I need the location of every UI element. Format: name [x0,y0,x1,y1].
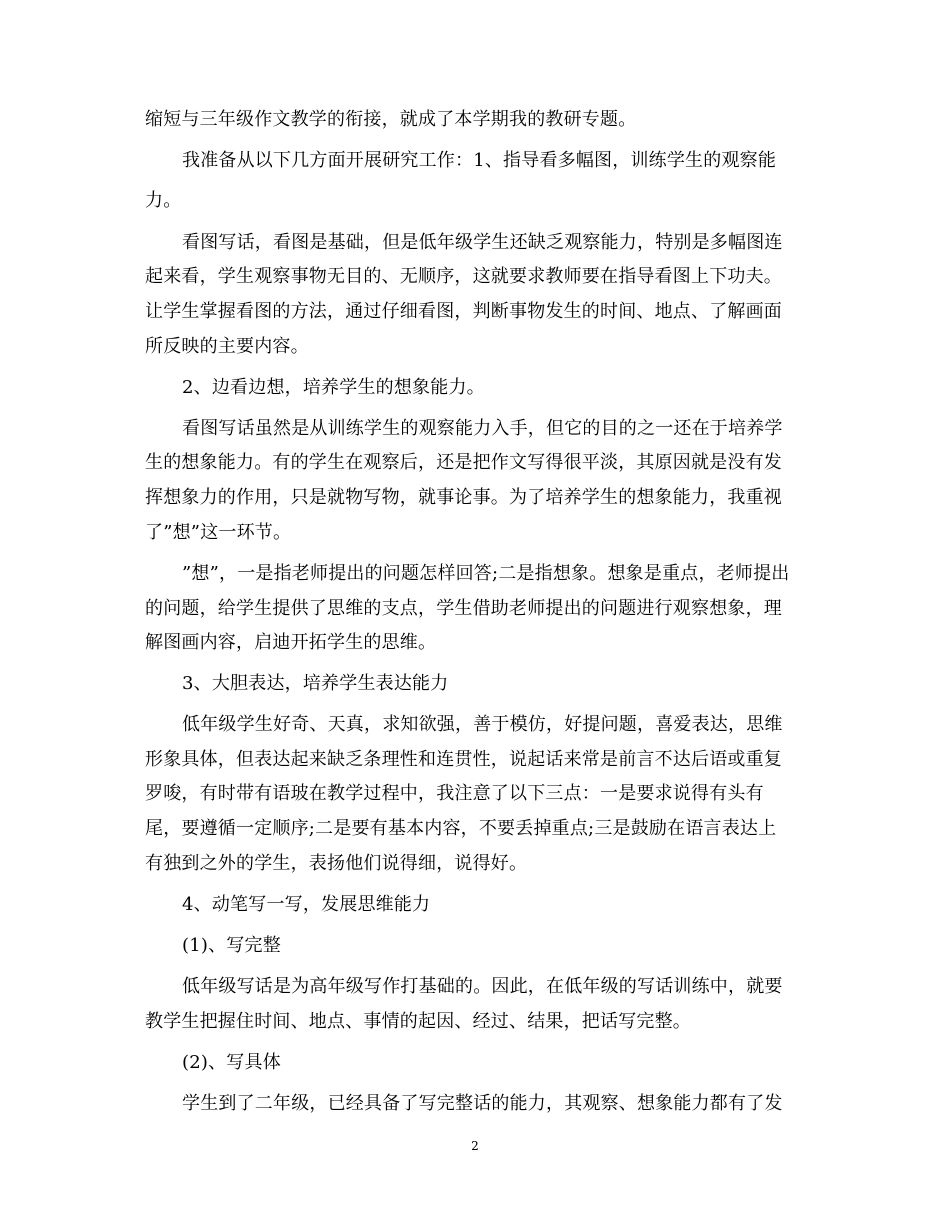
text-line: 所反映的主要内容。 [145,336,309,357]
text-line: ”想”，一是指老师提出的问题怎样回答;二是指想象。想象是重点，老师提出 [182,563,790,584]
text-line: 形象具体，但表达起来缺乏条理性和连贯性，说起话来常是前言不达后语或重复 [145,749,782,770]
text-line: 4、动笔写一写，发展思维能力 [182,894,431,915]
text-line: 我准备从以下几方面开展研究工作：1、指导看多幅图，训练学生的观察能 [182,150,777,171]
text-line: 看图写话，看图是基础，但是低年级学生还缺乏观察能力，特别是多幅图连 [182,232,783,253]
text-line: 了”想”这一环节。 [145,522,292,543]
text-line: 挥想象力的作用，只是就物写物，就事论事。为了培养学生的想象能力，我重视 [145,487,782,508]
text-line: 低年级学生好奇、天真，求知欲强，善于模仿，好提问题，喜爱表达，思维 [182,714,783,735]
text-line: 3、大胆表达，培养学生表达能力 [182,673,449,694]
text-line: (1)、写完整 [182,935,281,956]
text-line: 起来看，学生观察事物无目的、无顺序，这就要求教师要在指导看图上下功夫。 [145,266,782,287]
text-line: 学生到了二年级，已经具备了写完整话的能力，其观察、想象能力都有了发 [182,1093,783,1114]
text-line: 解图画内容，启迪开拓学生的思维。 [145,632,437,653]
text-line: 看图写话虽然是从训练学生的观察能力入手，但它的目的之一还在于培养学 [182,418,783,439]
text-line: 力。 [145,190,182,211]
page-number: 2 [471,1139,479,1153]
text-line: 的问题，给学生提供了思维的支点，学生借助老师提出的问题进行观察想象，理 [145,598,782,619]
text-line: 教学生把握住时间、地点、事情的起因、经过、结果，把话写完整。 [145,1011,691,1032]
text-line: 尾，要遵循一定顺序;二是要有基本内容，不要丢掉重点;三是鼓励在语言表达上 [145,818,777,839]
text-line: (2)、写具体 [182,1052,281,1073]
text-line: 让学生掌握看图的方法，通过仔细看图，判断事物发生的时间、地点、了解画面 [145,301,782,322]
text-line: 有独到之外的学生，表扬他们说得细，说得好。 [145,853,528,874]
text-line: 罗唆，有时带有语玻在教学过程中，我注意了以下三点：一是要求说得有头有 [145,783,764,804]
text-line: 低年级写话是为高年级写作打基础的。因此，在低年级的写话训练中，就要 [182,976,783,997]
text-line: 2、边看边想，培养学生的想象能力。 [182,377,485,398]
text-line: 生的想象能力。有的学生在观察后，还是把作文写得很平淡，其原因就是没有发 [145,452,782,473]
text-line: 缩短与三年级作文教学的衔接，就成了本学期我的教研专题。 [145,109,637,130]
